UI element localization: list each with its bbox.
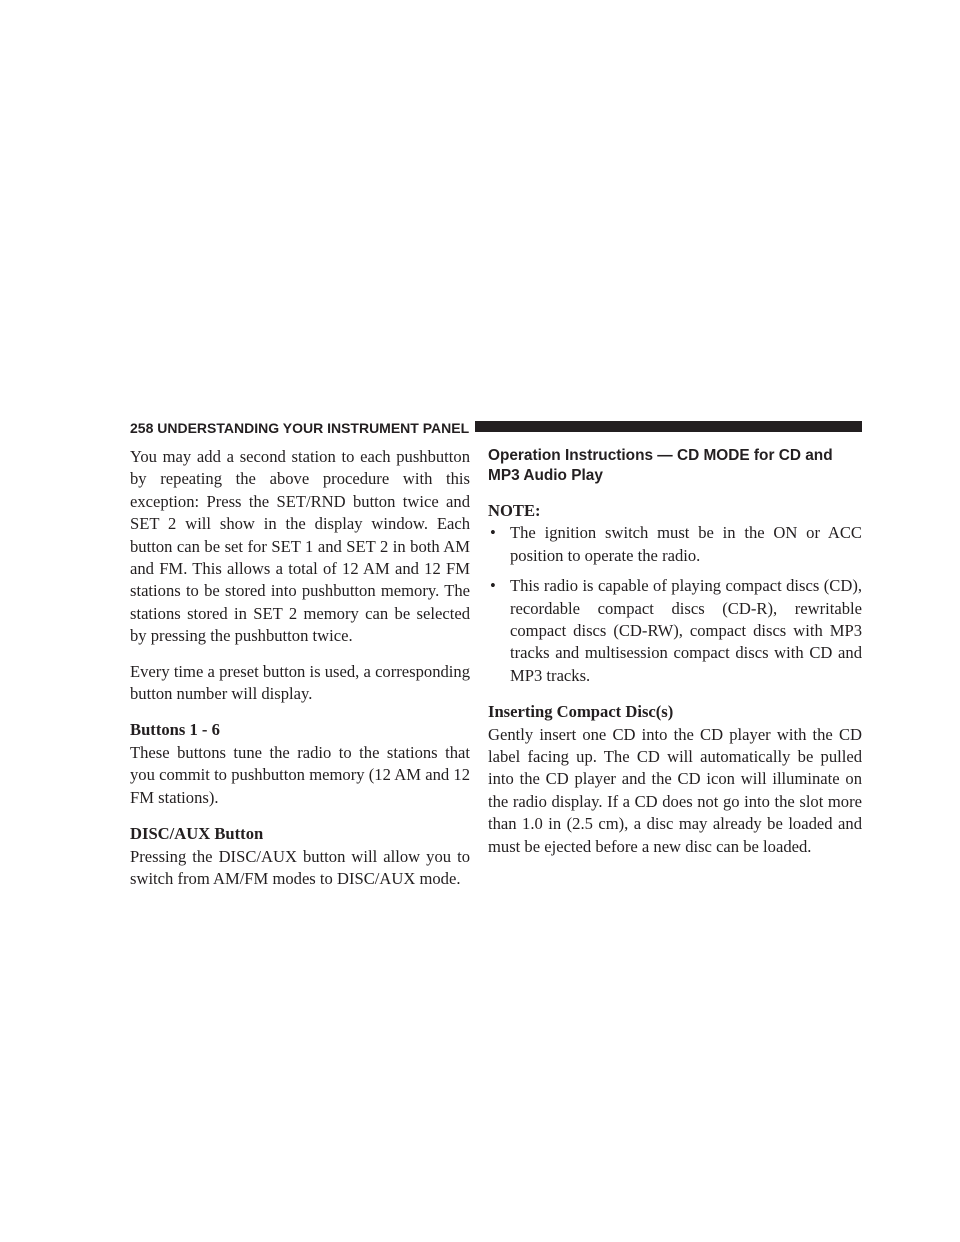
heading-disc-aux-button: DISC/AUX Button [130, 824, 264, 844]
paragraph-disc-aux-button: Pressing the DISC/AUX button will allow you to switch from AM/FM modes to DISC/AUX mode. [130, 846, 470, 888]
note-list [488, 522, 862, 687]
left-column [130, 446, 470, 890]
note-label: NOTE: [488, 501, 541, 520]
page-number-and-chapter-title: 258 UNDERSTANDING YOUR INSTRUMENT PANEL [130, 418, 475, 438]
paragraph-inserting-compact-discs: Gently insert one CD into the CD player with the CD label facing up. The CD will automatically be pulled into the CD player and the CD icon will illuminate on the radio display. If a CD does not go into the slot more than 1.0 in (2.5 cm), a disc may already be loaded and must be ejected before a new disc can be loaded. [488, 724, 862, 856]
bullet-icon: • [490, 576, 496, 596]
header-rule-bar [410, 421, 862, 432]
paragraph-preset-display: Every time a preset button is used, a corresponding button number will display. [130, 661, 470, 704]
bullet-icon: • [490, 523, 496, 543]
heading-inserting-compact-discs: Inserting Compact Disc(s) [488, 702, 674, 722]
page-header [130, 418, 862, 438]
section-title-cd-mode: Operation Instructions — CD MODE for CD and MP3 Audio Play [488, 447, 833, 484]
note-item-text: This radio is capable of playing compact discs (CD), recordable compact discs (CD-R), rewritable compact discs (CD-RW), compact discs with MP3 tracks and multisession compact discs with CD and MP3 tracks. [510, 576, 862, 685]
note-item-text: The ignition switch must be in the ON or ACC position to operate the radio. [510, 523, 862, 565]
note-item [488, 575, 862, 687]
note-item [488, 522, 862, 567]
paragraph-second-station: You may add a second station to each pushbutton by repeating the above procedure with this exception: Press the SET/RND button twice and SET 2 will show in the display window. Each button can be set for SET 1 and SET 2 in both AM and FM. This allows a total of 12 AM and 12 FM stations to be stored into pushbutton memory. The stations stored in SET 2 memory can be selected by pressing the pushbutton twice. [130, 447, 470, 646]
right-column [488, 446, 862, 858]
heading-buttons-1-6: Buttons 1 - 6 [130, 720, 220, 740]
paragraph-buttons-1-6: These buttons tune the radio to the stations that you commit to pushbutton memory (12 AM and 12 FM stations). [130, 742, 470, 807]
